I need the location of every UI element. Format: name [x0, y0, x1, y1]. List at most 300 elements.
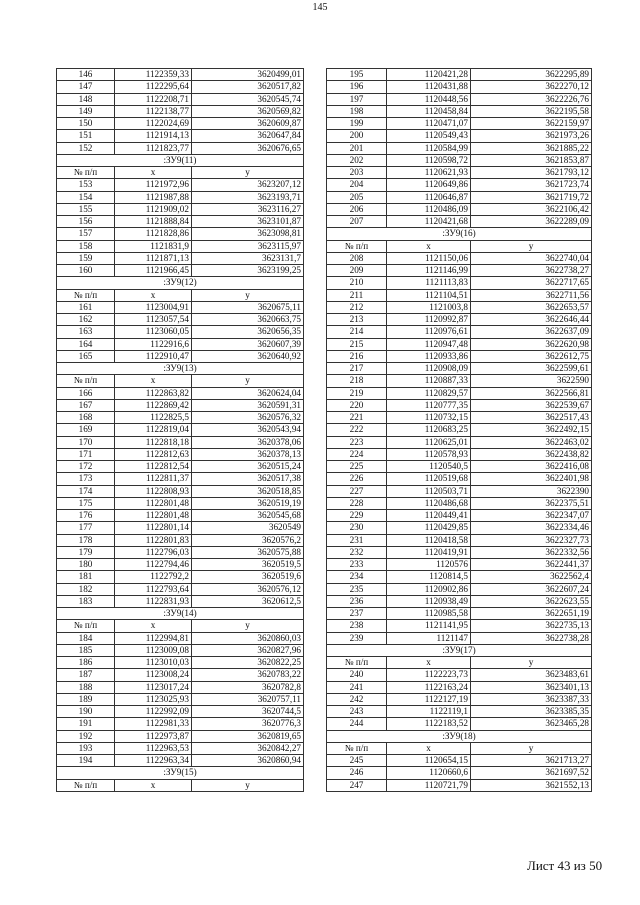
x-coordinate: 1123060,05 [115, 326, 192, 338]
column-header-x: x [387, 742, 471, 754]
y-coordinate: 3623193,71 [192, 191, 304, 203]
x-coordinate: 1120985,58 [387, 608, 471, 620]
table-row [327, 473, 592, 485]
x-coordinate: 1120829,57 [387, 387, 471, 399]
x-coordinate: 1120549,43 [387, 130, 471, 142]
point-number: 226 [327, 473, 387, 485]
point-number: 192 [57, 730, 115, 742]
y-coordinate: 3622195,58 [471, 105, 592, 117]
table-row [327, 693, 592, 705]
point-number: 158 [57, 240, 115, 252]
table-row [327, 93, 592, 105]
point-number: 161 [57, 301, 115, 313]
x-coordinate: 1120992,87 [387, 314, 471, 326]
y-coordinate: 3621719,72 [471, 191, 592, 203]
column-header-x: x [115, 167, 192, 179]
point-number: 233 [327, 559, 387, 571]
x-coordinate: 1121909,02 [115, 203, 192, 215]
x-coordinate: 1122119,1 [387, 706, 471, 718]
table-row [57, 657, 304, 669]
y-coordinate: 3622334,46 [471, 522, 592, 534]
x-coordinate: 1122973,87 [115, 730, 192, 742]
table-row [327, 375, 592, 387]
point-number: 180 [57, 559, 115, 571]
table-row [327, 105, 592, 117]
x-coordinate: 1120503,71 [387, 485, 471, 497]
table-row [327, 265, 592, 277]
point-number: 159 [57, 252, 115, 264]
table-row [57, 216, 304, 228]
x-coordinate: 1123010,03 [115, 657, 192, 669]
y-coordinate: 3620744,5 [192, 706, 304, 718]
column-header-x: x [115, 375, 192, 387]
y-coordinate: 3620783,22 [192, 669, 304, 681]
x-coordinate: 1120777,35 [387, 399, 471, 411]
point-number: 218 [327, 375, 387, 387]
y-coordinate: 3622623,55 [471, 595, 592, 607]
table-row [327, 216, 592, 228]
x-coordinate: 1120519,68 [387, 473, 471, 485]
y-coordinate: 3622566,81 [471, 387, 592, 399]
table-row [327, 338, 592, 350]
point-number: 197 [327, 93, 387, 105]
y-coordinate: 3622612,75 [471, 350, 592, 362]
column-header-row [327, 240, 592, 252]
y-coordinate: 3621713,27 [471, 755, 592, 767]
table-row [57, 497, 304, 509]
y-coordinate: 3621793,12 [471, 167, 592, 179]
table-row [327, 571, 592, 583]
section-label: :ЗУ9(18) [327, 730, 592, 742]
table-row [327, 424, 592, 436]
table-row [57, 644, 304, 656]
table-row [327, 522, 592, 534]
table-row [327, 779, 592, 791]
point-number: 205 [327, 191, 387, 203]
section-label: :ЗУ9(17) [327, 644, 592, 656]
y-coordinate: 3620519,5 [192, 559, 304, 571]
point-number: 179 [57, 546, 115, 558]
x-coordinate: 1122812,54 [115, 461, 192, 473]
table-row [57, 718, 304, 730]
point-number: 188 [57, 681, 115, 693]
point-number: 149 [57, 105, 115, 117]
column-header-num: № п/п [57, 289, 115, 301]
point-number: 182 [57, 583, 115, 595]
point-number: 219 [327, 387, 387, 399]
table-row [57, 730, 304, 742]
point-number: 228 [327, 497, 387, 509]
point-number: 227 [327, 485, 387, 497]
point-number: 201 [327, 142, 387, 154]
x-coordinate: 1122869,42 [115, 399, 192, 411]
x-coordinate: 1120625,01 [387, 436, 471, 448]
table-row [57, 559, 304, 571]
point-number: 241 [327, 681, 387, 693]
point-number: 232 [327, 546, 387, 558]
x-coordinate: 1122223,73 [387, 669, 471, 681]
table-row [327, 412, 592, 424]
point-number: 217 [327, 363, 387, 375]
point-number: 212 [327, 301, 387, 313]
point-number: 169 [57, 424, 115, 436]
x-coordinate: 1120419,91 [387, 546, 471, 558]
y-coordinate: 3621973,26 [471, 130, 592, 142]
point-number: 190 [57, 706, 115, 718]
x-coordinate: 1122359,33 [115, 69, 192, 81]
table-row [327, 706, 592, 718]
table-row [327, 399, 592, 411]
y-coordinate: 3620860,94 [192, 755, 304, 767]
y-coordinate: 3620676,65 [192, 142, 304, 154]
table-row [327, 718, 592, 730]
column-header-num: № п/п [57, 779, 115, 791]
y-coordinate: 3620591,31 [192, 399, 304, 411]
table-row [57, 522, 304, 534]
point-number: 151 [57, 130, 115, 142]
section-header-row [327, 730, 592, 742]
section-label: :ЗУ9(13) [57, 363, 304, 375]
y-coordinate: 3622332,56 [471, 546, 592, 558]
point-number: 230 [327, 522, 387, 534]
y-coordinate: 3623401,13 [471, 681, 592, 693]
y-coordinate: 3621885,22 [471, 142, 592, 154]
table-row [327, 632, 592, 644]
y-coordinate: 3623116,27 [192, 203, 304, 215]
point-number: 207 [327, 216, 387, 228]
x-coordinate: 1121150,06 [387, 252, 471, 264]
x-coordinate: 1122863,82 [115, 387, 192, 399]
x-coordinate: 1121104,51 [387, 289, 471, 301]
y-coordinate: 3620647,84 [192, 130, 304, 142]
point-number: 170 [57, 436, 115, 448]
y-coordinate: 3620499,01 [192, 69, 304, 81]
x-coordinate: 1122163,24 [387, 681, 471, 693]
x-coordinate: 1120902,86 [387, 583, 471, 595]
y-coordinate: 3620822,25 [192, 657, 304, 669]
x-coordinate: 1121003,8 [387, 301, 471, 313]
point-number: 193 [57, 742, 115, 754]
table-row [57, 142, 304, 154]
y-coordinate: 3622740,04 [471, 252, 592, 264]
y-coordinate: 3622295,89 [471, 69, 592, 81]
table-row [327, 179, 592, 191]
column-header-num: № п/п [57, 620, 115, 632]
page-number: 145 [312, 2, 328, 13]
point-number: 189 [57, 693, 115, 705]
point-number: 238 [327, 620, 387, 632]
table-row [57, 755, 304, 767]
y-coordinate: 3622390 [471, 485, 592, 497]
x-coordinate: 1120486,68 [387, 497, 471, 509]
table-row [57, 706, 304, 718]
point-number: 154 [57, 191, 115, 203]
point-number: 200 [327, 130, 387, 142]
table-row [57, 534, 304, 546]
point-number: 224 [327, 448, 387, 460]
table-row [57, 301, 304, 313]
x-coordinate: 1122808,93 [115, 485, 192, 497]
y-coordinate: 3622226,76 [471, 93, 592, 105]
y-coordinate: 3620515,24 [192, 461, 304, 473]
x-coordinate: 1120486,09 [387, 203, 471, 215]
x-coordinate: 1121871,13 [115, 252, 192, 264]
point-number: 147 [57, 81, 115, 93]
point-number: 215 [327, 338, 387, 350]
y-coordinate: 3622438,82 [471, 448, 592, 460]
x-coordinate: 1121147 [387, 632, 471, 644]
table-row [57, 326, 304, 338]
point-number: 185 [57, 644, 115, 656]
table-row [327, 681, 592, 693]
x-coordinate: 1120421,28 [387, 69, 471, 81]
y-coordinate: 3620757,11 [192, 693, 304, 705]
y-coordinate: 3622735,13 [471, 620, 592, 632]
y-coordinate: 3623115,97 [192, 240, 304, 252]
table-row [57, 203, 304, 215]
x-coordinate: 1122819,04 [115, 424, 192, 436]
x-coordinate: 1122183,52 [387, 718, 471, 730]
table-row [57, 314, 304, 326]
y-coordinate: 3622717,65 [471, 277, 592, 289]
section-header-row [57, 608, 304, 620]
table-row [327, 559, 592, 571]
point-number: 245 [327, 755, 387, 767]
y-coordinate: 3622401,98 [471, 473, 592, 485]
x-coordinate: 1121141,95 [387, 620, 471, 632]
table-row [57, 350, 304, 362]
point-number: 176 [57, 510, 115, 522]
x-coordinate: 1121823,77 [115, 142, 192, 154]
y-coordinate: 3620575,88 [192, 546, 304, 558]
table-row [57, 93, 304, 105]
x-coordinate: 1123025,93 [115, 693, 192, 705]
x-coordinate: 1120621,93 [387, 167, 471, 179]
column-header-row [57, 620, 304, 632]
point-number: 234 [327, 571, 387, 583]
point-number: 235 [327, 583, 387, 595]
y-coordinate: 3622375,51 [471, 497, 592, 509]
y-coordinate: 3620782,8 [192, 681, 304, 693]
x-coordinate: 1122295,64 [115, 81, 192, 93]
table-row [57, 338, 304, 350]
table-row [57, 742, 304, 754]
point-number: 220 [327, 399, 387, 411]
point-number: 172 [57, 461, 115, 473]
column-header-y: y [192, 375, 304, 387]
point-number: 229 [327, 510, 387, 522]
point-number: 181 [57, 571, 115, 583]
x-coordinate: 1123057,54 [115, 314, 192, 326]
y-coordinate: 3620517,82 [192, 81, 304, 93]
x-coordinate: 1122812,63 [115, 448, 192, 460]
y-coordinate: 3622651,19 [471, 608, 592, 620]
column-header-row [327, 742, 592, 754]
y-coordinate: 3620640,92 [192, 350, 304, 362]
x-coordinate: 1120576 [387, 559, 471, 571]
table-row [327, 485, 592, 497]
x-coordinate: 1122994,81 [115, 632, 192, 644]
y-coordinate: 3622289,09 [471, 216, 592, 228]
y-coordinate: 3622347,07 [471, 510, 592, 522]
point-number: 162 [57, 314, 115, 326]
table-row [327, 461, 592, 473]
section-label: :ЗУ9(14) [57, 608, 304, 620]
point-number: 153 [57, 179, 115, 191]
x-coordinate: 1121146,99 [387, 265, 471, 277]
x-coordinate: 1122825,5 [115, 412, 192, 424]
y-coordinate: 3622653,57 [471, 301, 592, 313]
y-coordinate: 3620663,75 [192, 314, 304, 326]
x-coordinate: 1122992,09 [115, 706, 192, 718]
table-row [327, 191, 592, 203]
column-header-y: y [192, 289, 304, 301]
column-header-y: y [471, 240, 592, 252]
y-coordinate: 3620776,3 [192, 718, 304, 730]
x-coordinate: 1121914,13 [115, 130, 192, 142]
x-coordinate: 1120598,72 [387, 154, 471, 166]
table-row [327, 167, 592, 179]
table-row [57, 669, 304, 681]
y-coordinate: 3623385,35 [471, 706, 592, 718]
column-header-x: x [387, 657, 471, 669]
x-coordinate: 1121831,9 [115, 240, 192, 252]
table-row [327, 130, 592, 142]
y-coordinate: 3622270,12 [471, 81, 592, 93]
table-row [57, 693, 304, 705]
x-coordinate: 1122811,37 [115, 473, 192, 485]
section-header-row [57, 767, 304, 779]
table-row [57, 105, 304, 117]
point-number: 195 [327, 69, 387, 81]
section-label: :ЗУ9(11) [57, 154, 304, 166]
point-number: 164 [57, 338, 115, 350]
x-coordinate: 1122910,47 [115, 350, 192, 362]
column-header-x: x [387, 240, 471, 252]
point-number: 239 [327, 632, 387, 644]
column-header-x: x [115, 779, 192, 791]
point-number: 184 [57, 632, 115, 644]
y-coordinate: 3620675,11 [192, 301, 304, 313]
table-row [57, 436, 304, 448]
point-number: 213 [327, 314, 387, 326]
point-number: 225 [327, 461, 387, 473]
table-row [327, 387, 592, 399]
x-coordinate: 1120540,5 [387, 461, 471, 473]
point-number: 175 [57, 497, 115, 509]
y-coordinate: 3620819,65 [192, 730, 304, 742]
x-coordinate: 1120660,6 [387, 767, 471, 779]
point-number: 166 [57, 387, 115, 399]
table-row [57, 265, 304, 277]
point-number: 246 [327, 767, 387, 779]
point-number: 155 [57, 203, 115, 215]
x-coordinate: 1122796,03 [115, 546, 192, 558]
table-row [327, 497, 592, 509]
point-number: 160 [57, 265, 115, 277]
column-header-num: № п/п [327, 742, 387, 754]
y-coordinate: 3622441,37 [471, 559, 592, 571]
x-coordinate: 1122801,48 [115, 510, 192, 522]
x-coordinate: 1122793,64 [115, 583, 192, 595]
x-coordinate: 1122794,46 [115, 559, 192, 571]
column-header-num: № п/п [327, 240, 387, 252]
table-row [57, 583, 304, 595]
table-row [57, 632, 304, 644]
y-coordinate: 3623199,25 [192, 265, 304, 277]
table-row [57, 448, 304, 460]
table-row [57, 681, 304, 693]
point-number: 206 [327, 203, 387, 215]
y-coordinate: 3620519,19 [192, 497, 304, 509]
y-coordinate: 3620378,13 [192, 448, 304, 460]
table-row [327, 669, 592, 681]
point-number: 244 [327, 718, 387, 730]
table-row [327, 203, 592, 215]
point-number: 177 [57, 522, 115, 534]
x-coordinate: 1122981,33 [115, 718, 192, 730]
column-header-y: y [192, 620, 304, 632]
section-header-row [57, 277, 304, 289]
y-coordinate: 3622106,42 [471, 203, 592, 215]
x-coordinate: 1120814,5 [387, 571, 471, 583]
table-row [327, 81, 592, 93]
section-header-row [57, 363, 304, 375]
column-header-x: x [115, 620, 192, 632]
coordinates-table-right [326, 68, 592, 792]
table-row [327, 326, 592, 338]
x-coordinate: 1121113,83 [387, 277, 471, 289]
y-coordinate: 3620612,5 [192, 595, 304, 607]
point-number: 178 [57, 534, 115, 546]
point-number: 163 [57, 326, 115, 338]
column-header-y: y [471, 742, 592, 754]
table-row [57, 473, 304, 485]
x-coordinate: 1121888,84 [115, 216, 192, 228]
point-number: 223 [327, 436, 387, 448]
table-row [57, 485, 304, 497]
column-header-x: x [115, 289, 192, 301]
point-number: 236 [327, 595, 387, 607]
table-row [57, 546, 304, 558]
point-number: 171 [57, 448, 115, 460]
x-coordinate: 1122792,2 [115, 571, 192, 583]
y-coordinate: 3620545,74 [192, 93, 304, 105]
x-coordinate: 1120649,86 [387, 179, 471, 191]
x-coordinate: 1120418,58 [387, 534, 471, 546]
column-header-y: y [192, 779, 304, 791]
section-header-row [327, 644, 592, 656]
y-coordinate: 3622539,67 [471, 399, 592, 411]
point-number: 243 [327, 706, 387, 718]
table-row [327, 277, 592, 289]
sheet-counter: Лист 43 из 50 [527, 858, 603, 873]
y-coordinate: 3621723,74 [471, 179, 592, 191]
point-number: 148 [57, 93, 115, 105]
y-coordinate: 3620569,82 [192, 105, 304, 117]
table-row [327, 350, 592, 362]
y-coordinate: 3623131,7 [192, 252, 304, 264]
x-coordinate: 1120654,15 [387, 755, 471, 767]
x-coordinate: 1120976,61 [387, 326, 471, 338]
y-coordinate: 3621697,52 [471, 767, 592, 779]
table-row [57, 424, 304, 436]
section-label: :ЗУ9(15) [57, 767, 304, 779]
y-coordinate: 3622738,28 [471, 632, 592, 644]
y-coordinate: 3623207,12 [192, 179, 304, 191]
x-coordinate: 1120683,25 [387, 424, 471, 436]
y-coordinate: 3620549 [192, 522, 304, 534]
